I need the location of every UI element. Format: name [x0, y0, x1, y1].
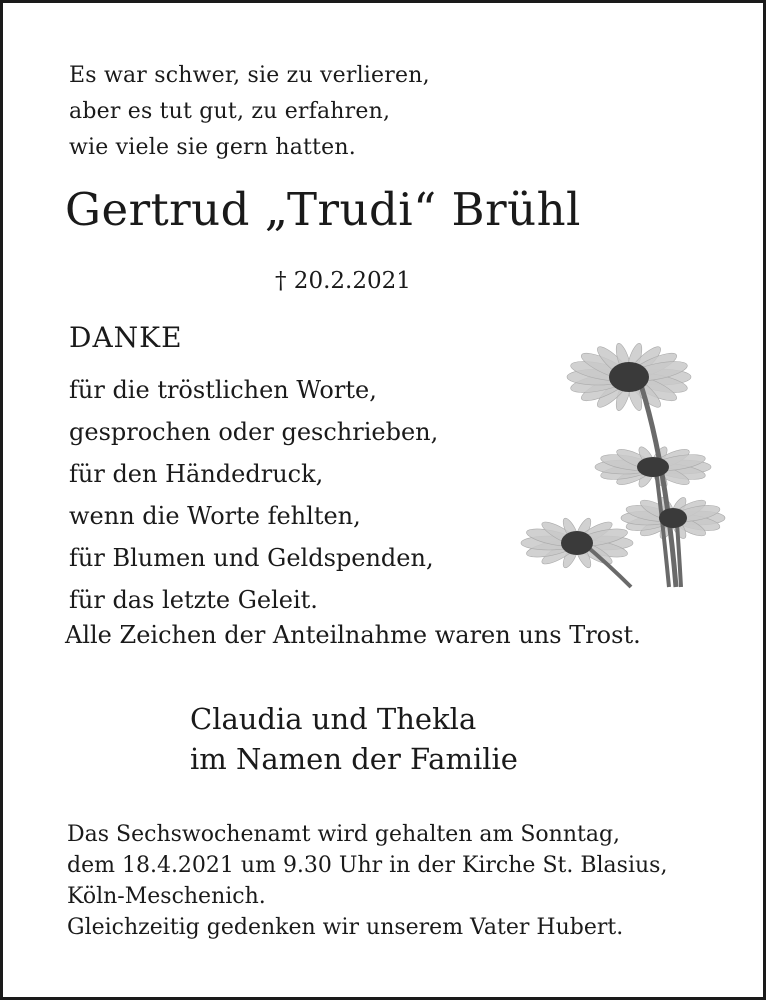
poem-line: Es war schwer, sie zu verlieren, — [69, 63, 430, 88]
signature-line: Claudia und Thekla — [190, 702, 477, 736]
thanks-line: für die tröstlichen Worte, — [69, 376, 377, 404]
deceased-name: Gertrud „Trudi“ Brühl — [65, 183, 581, 236]
death-date: † 20.2.2021 — [275, 268, 411, 294]
poem — [69, 58, 430, 166]
closing-line: Alle Zeichen der Anteilnahme waren uns Trost. — [65, 621, 641, 649]
mass-line: Köln-Meschenich. — [67, 884, 266, 909]
memorial-mass-info — [67, 819, 667, 943]
thanks-line: für das letzte Geleit. — [69, 586, 318, 614]
daisy-flowers-icon — [491, 295, 763, 595]
thanks-line: für Blumen und Geldspenden, — [69, 544, 434, 572]
mass-line: Das Sechswochenamt wird gehalten am Sonntag, — [67, 822, 621, 847]
mass-line: Gleichzeitig gedenken wir unserem Vater Hubert. — [67, 915, 624, 940]
thanks-line: gesprochen oder geschrieben, — [69, 418, 439, 446]
thanks-heading: DANKE — [69, 321, 183, 354]
mass-line: dem 18.4.2021 um 9.30 Uhr in der Kirche St. Blasius, — [67, 853, 668, 878]
thanks-list — [69, 369, 438, 621]
poem-line: aber es tut gut, zu erfahren, — [69, 99, 391, 124]
poem-line: wie viele sie gern hatten. — [69, 135, 356, 160]
thanks-line: für den Händedruck, — [69, 460, 324, 488]
thanks-line: wenn die Worte fehlten, — [69, 502, 361, 530]
signature-line: im Namen der Familie — [190, 742, 518, 776]
signature — [190, 699, 518, 779]
